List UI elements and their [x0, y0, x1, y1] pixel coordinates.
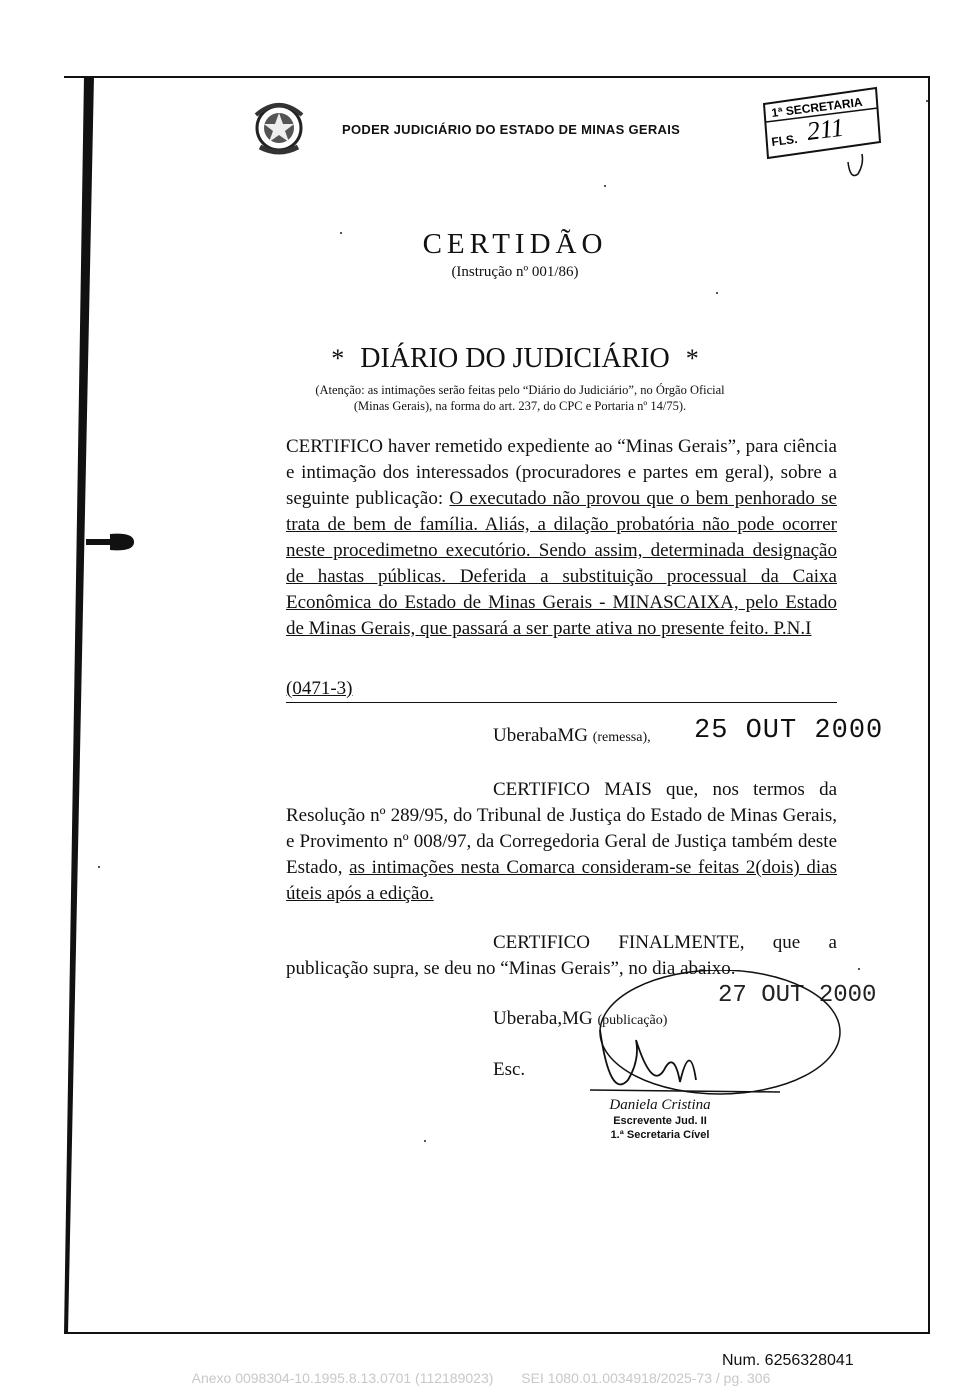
scan-speck	[340, 232, 342, 234]
diario-heading-text: DIÁRIO DO JUDICIÁRIO	[360, 343, 670, 374]
scan-speck	[716, 292, 718, 294]
pointing-hand-icon	[86, 530, 136, 554]
scan-speck	[926, 100, 928, 102]
fls-number: 211	[805, 112, 846, 146]
scan-speck	[98, 866, 100, 868]
document-subtitle: (Instrução nº 001/86)	[451, 264, 579, 280]
diario-heading	[0, 343, 962, 375]
fls-stamp	[758, 84, 888, 184]
remessa-label: (remessa),	[592, 730, 651, 745]
fls-label: FLS.	[770, 131, 799, 149]
scan-speck	[424, 1140, 426, 1142]
publication-code: (0471-3)	[286, 676, 837, 703]
remessa-line	[493, 725, 651, 747]
scan-speck	[858, 968, 860, 970]
certification-intro: CERTIFICO haver remetido expediente ao “Minas Gerais”, para ciência e intimação dos interessados (procuradores e partes em geral), sobre a seguinte publicação:	[286, 436, 837, 509]
remessa-place: UberabaMG	[493, 725, 588, 746]
certification-more-underlined: as intimações nesta Comarca consideram-se feitas 2(dois) dias úteis após a edição.	[286, 857, 837, 904]
star-right: *	[685, 344, 699, 373]
signer-role: Escrevente Jud. II	[613, 1115, 707, 1127]
sei-reference: SEI 1080.01.0034918/2025-73 / pg. 306	[521, 1370, 771, 1386]
certification-paragraph	[286, 434, 837, 642]
signer-name: Daniela Cristina	[609, 1097, 711, 1113]
coat-of-arms-icon	[248, 95, 310, 157]
annex-footer	[0, 1370, 962, 1386]
attention-note: (Atenção: as intimações serão feitas pelo “Diário do Judiciário”, no Órgão Oficial (Minas Gerais), na forma do art. 237, do CPC e Portaria nº 14/75).	[315, 383, 725, 413]
certification-more-paragraph	[286, 777, 837, 907]
certification-final-text: CERTIFICO FINALMENTE, que a publicação supra, se deu no “Minas Gerais”, no dia abaixo.	[286, 932, 837, 979]
document-title: CERTIDÃO	[422, 228, 608, 260]
fls-secretaria: 1ª SECRETARIA	[770, 94, 864, 120]
annex-reference: Anexo 0098304-10.1995.8.13.0701 (112189023)	[191, 1370, 494, 1386]
esc-label: Esc.	[493, 1059, 526, 1080]
signature-stamp	[540, 1096, 780, 1142]
publicacao-place: Uberaba,MG	[493, 1008, 593, 1029]
document-number: Num. 6256328041	[722, 1352, 854, 1369]
institution-name: PODER JUDICIÁRIO DO ESTADO DE MINAS GERAIS	[342, 122, 681, 137]
signer-office: 1.ª Secretaria Cível	[610, 1129, 710, 1141]
publicacao-date-stamp: 27 OUT 2000	[718, 982, 877, 1009]
remessa-date-stamp: 25 OUT 2000	[694, 716, 884, 746]
scan-speck	[604, 185, 606, 187]
publicacao-label: (publicação)	[597, 1013, 668, 1028]
letterhead	[248, 95, 728, 155]
certification-more-text: CERTIFICO MAIS que, nos termos da Resolução nº 289/95, do Tribunal de Justiça do Estado de Minas Gerais, e Provimento nº 008/97, da Corregedoria Geral de Justiça também deste Estado,	[286, 779, 837, 878]
publication-text: O executado não provou que o bem penhorado se trata de bem de família. Aliás, a dilação probatória não pode ocorrer neste procedimetno executório. Sendo assim, determinada designação de hastas públicas. Deferida a substituição processual da Caixa Econômica do Estado de Minas Gerais - MINASCAIXA, pelo Estado de Minas Gerais, que passará a ser parte ativa no presente feito. P.N.I	[286, 488, 837, 639]
star-left: *	[331, 344, 345, 373]
